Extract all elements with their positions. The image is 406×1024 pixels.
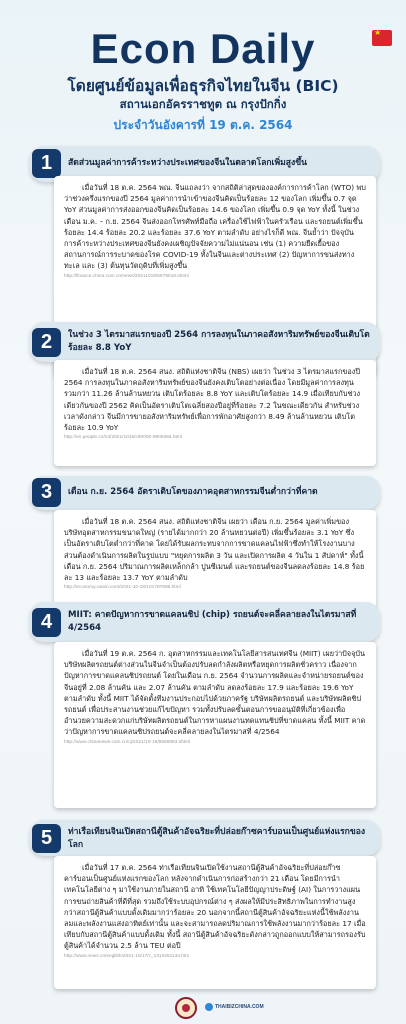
news-section-3 [30, 476, 380, 608]
footer-site[interactable]: THAIBIZCHINA.COM [215, 1004, 264, 1010]
issue-date: ประจำวันอังคารที่ 19 ต.ค. 2564 [113, 118, 293, 132]
section-body [54, 856, 376, 989]
section-body [54, 510, 376, 608]
header [0, 0, 406, 140]
thaibizchina-logo-icon [205, 1003, 213, 1011]
section-text: เมื่อวันที่ 18 ต.ค. 2564 สนง. สถิติแห่งชาติจีน (NBS) เผยว่า ในช่วง 3 ไตรมาสแรกของปี 2564 การลงทุนในภาคอสังหาริมทรัพย์ของจีนยังคงเติบโตอย่างต่อเนื่อง โดยมีมูลค่าการลงทุนรวมกว่า 11.26 ล้านล้านหยวน เติบโตร้อยละ 8.8 YoY และเติบโตร้อยละ 14.9 เมื่อเทียบกับช่วงเดียวกันของปี 2562 คิดเป็นอัตราเติบโตเฉลี่ยสองปีอยู่ที่ร้อยละ 7.2 ในขณะเดียวกัน สำหรับช่วงเวลาดังกล่าว จีนมีการขายอสังหาริมทรัพย์เพื่อการพักอาศัยสูงกว่า 8.49 ล้านล้านหยวน เติบโตร้อยละ 10.9 YoY [64, 367, 361, 433]
section-header [30, 820, 380, 856]
section-number: 4 [32, 608, 61, 637]
embassy-emblem-icon [175, 997, 197, 1019]
section-title: เดือน ก.ย. 2564 อัตราเติบโตของภาคอุตสาหกรรมจีนต่ำกว่าที่คาด [68, 487, 318, 497]
section-header [30, 602, 380, 642]
section-text: เมื่อวันที่ 18 ต.ค. 2564 สนง. สถิติแห่งชาติจีน เผยว่า เดือน ก.ย. 2564 มูลค่าเพิ่มของบริษัทอุตสาหกรรมขนาดใหญ่ (รายได้มากกว่า 20 ล้านหยวนต่อปี) เพิ่มขึ้นร้อยละ 3.1 YoY ซึ่งเป็นอัตราเติบโตต่ำกว่าที่คาด โดยได้รับผลกระทบจากการขาดแคลนไฟฟ้าซึ่งทำให้โรงงานบางส่วนต้องดำเนินการผลิตในรูปแบบ "หยุดการผลิต 3 วัน และเปิดการผลิต 4 วันใน 1 สัปดาห์" ทั้งนี้ เดือน ก.ย. 2564 ปริมาณการผลิตเหล็กกล้า ปูนซีเมนต์ และรถยนต์ของจีนลดลงร้อยละ 14.8 ร้อยละ 13 และร้อยละ 13.7 YoY ตามลำดับ [64, 517, 365, 583]
section-body [54, 360, 376, 466]
section-number: 1 [32, 149, 61, 178]
section-body [54, 642, 376, 808]
section-number: 2 [32, 328, 61, 357]
section-header [30, 476, 380, 510]
china-flag-icon: ★ [372, 30, 392, 46]
section-title: สัดส่วนมูลค่าการค้าระหว่างประเทศของจีนในตลาดโลกเพิ่มสูงขึ้น [68, 158, 307, 168]
publisher-subtitle: โดยศูนย์ข้อมูลเพื่อธุรกิจไทยในจีน (BIC) [67, 77, 339, 95]
source-link[interactable]: http://www.chinanews.com.cn/cj/2021/10-19/9589883.shtml [64, 739, 191, 745]
section-title: MIIT: คาดปัญหาการขาดแคลนชิป (chip) รถยนต์จะคลี่คลายลงในไตรมาสที่ 4/2564 [68, 610, 357, 633]
source-link[interactable]: http://finance.china.com.cn/news/20211019/5679018.shtml [64, 273, 189, 279]
source-link[interactable]: http://www.news.cn/english/2021-10/17/c_1310251134.htm [64, 953, 190, 959]
source-link[interactable]: http://economy.caixin.com/2021-10-18/101787896.html [64, 585, 181, 591]
section-title: ท่าเรือเทียนจินเปิดสถานีตู้สินค้าอัจฉริยะที่ปล่อยก๊าซคาร์บอนเป็นศูนย์แห่งแรกของโลก [68, 827, 366, 850]
news-section-4 [30, 602, 380, 812]
section-text: เมื่อวันที่ 18 ต.ค. 2564 พณ. จีนแถลงว่า จากสถิติล่าสุดขององค์การการค้าโลก (WTO) พบว่าช่วงครึ่งแรกของปี 2564 มูลค่าการนำเข้าของจีนคิดเป็นร้อยละ 12 ของโลก เพิ่มขึ้น 0.7 จุด YoY ส่วนมูลค่าการส่งออกของจีนคิดเป็นร้อยละ 14.6 ของโลก เพิ่มขึ้น 0.9 จุด YoY ทั้งนี้ ในช่วงเดือน ม.ค. – ก.ย. 2564 จีนส่งออกโทรศัพท์มือถือ เครื่องใช้ไฟฟ้าในครัวเรือน และรถยนต์เพิ่มขึ้นร้อยละ 14.4 ร้อยละ 20.2 และร้อยละ 37.6 YoY ตามลำดับ อย่างไรก็ดี พณ. จีนย้ำว่า ปัจจุบันการค้าระหว่างประเทศของจีนยังคงเผชิญปัจจัยความไม่แน่นอน เช่น (1) ความยืดเยื้อของสถานการณ์การระบาดของโรค COVID-19 ทั้งในจีนและต่างประเทศ (2) ปัญหาการขนส่งทางทะเล และ (3) ต้นทุนวัตถุดิบที่เพิ่มสูงขึ้น [64, 183, 366, 271]
footer [0, 994, 406, 1024]
section-title: ในช่วง 3 ไตรมาสแรกของปี 2564 การลงทุนในภาคอสังหาริมทรัพย์ของจีนเติบโตร้อยละ 8.8 YoY [68, 330, 370, 353]
section-number: 5 [32, 824, 61, 853]
embassy-subtitle: สถานเอกอัครราชทูต ณ กรุงปักกิ่ง [119, 97, 287, 111]
section-text: เมื่อวันที่ 17 ต.ค. 2564 ท่าเรือเทียนจินเปิดใช้งานสถานีตู้สินค้าอัจฉริยะที่ปล่อยก๊าซคาร์บอนเป็นศูนย์แห่งแรกของโลก หลังจากดำเนินการก่อสร้างกว่า 21 เดือน โดยมีการนำเทคโนโลยีต่าง ๆ มาใช้งานภายในสถานี อาทิ ใช้เทคโนโลยีปัญญาประดิษฐ์ (AI) ในการวางแผนการขนถ่ายสินค้าที่ดีที่สุด รวมถึงใช้ระบบอุปกรณ์ต่าง ๆ ส่งผลให้มีประสิทธิภาพในการทำงานสูงกว่าสถานีตู้สินค้าแบบดั้งเดิมมากว่าร้อยละ 20 นอกจากนี้สถานีตู้สินค้าอัจฉริยะแห่งนี้ใช้พลังงานลมและพลังงานแสงอาทิตย์เท่านั้น และจะสามารถลดปริมาณการใช้พลังงานมากว่าร้อยละ 17 เมื่อเทียบกับสถานีตู้สินค้าแบบดั้งเดิม ทั้งนี้ สถานีตู้สินค้าอัจฉริยะดังกล่าวถูกออกแบบให้สามารถรองรับตู้สินค้าได้จำนวน 2.5 ล้าน TEU ต่อปี [64, 863, 366, 951]
section-text: เมื่อวันที่ 19 ต.ค. 2564 ก. อุตสาหกรรมและเทคโนโลยีสารสนเทศจีน (MIIT) เผยว่าปัจจุบันบริษัทผลิตรถยนต์ต่างส่วนในจีนจำเป็นต้องปรับลดกำลังผลิตหรือหยุดการผลิตชั่วคราว เนื่องจากปัญหาการขาดแคลนชิปรถยนต์ โดยในเดือน ก.ย. 2564 จำนวนการผลิตและจำหน่ายรถยนต์ของจีนอยู่ที่ 2.08 ล้านคัน และ 2.07 ล้านคัน ตามลำดับ ลดลงร้อยละ 17.9 และร้อยละ 19.6 YoY ตามลำดับ ทั้งนี้ MIIT ได้จัดตั้งทีมงานประกอบไปด้วยภาครัฐ บริษัทผลิตรถยนต์ และบริษัทผลิตชิปรถยนต์ เพื่อประสานงานช่วยแก้ไขปัญหา รวมทั้งปรับลดขั้นตอนการขออนุมัติที่เกี่ยวข้องเพื่ออำนวยความสะดวกแก่บริษัทผลิตรถยนต์ในการหาแผนงานทดแทนชิปที่ขาดแคลน ทั้งนี้ MIIT คาดว่าปัญหาการขาดแคลนชิปรถยนต์จะคลี่คลายลงในไตรมาสที่ 4/2564 [64, 649, 366, 737]
section-number: 3 [32, 478, 61, 507]
section-header [30, 322, 380, 362]
news-section-2 [30, 322, 380, 464]
news-section-5 [30, 820, 380, 990]
page-title: Econ Daily [90, 25, 316, 72]
source-link[interactable]: http://en.people.cn/n3/2021/1018/c90000-9908366.html [64, 435, 182, 441]
